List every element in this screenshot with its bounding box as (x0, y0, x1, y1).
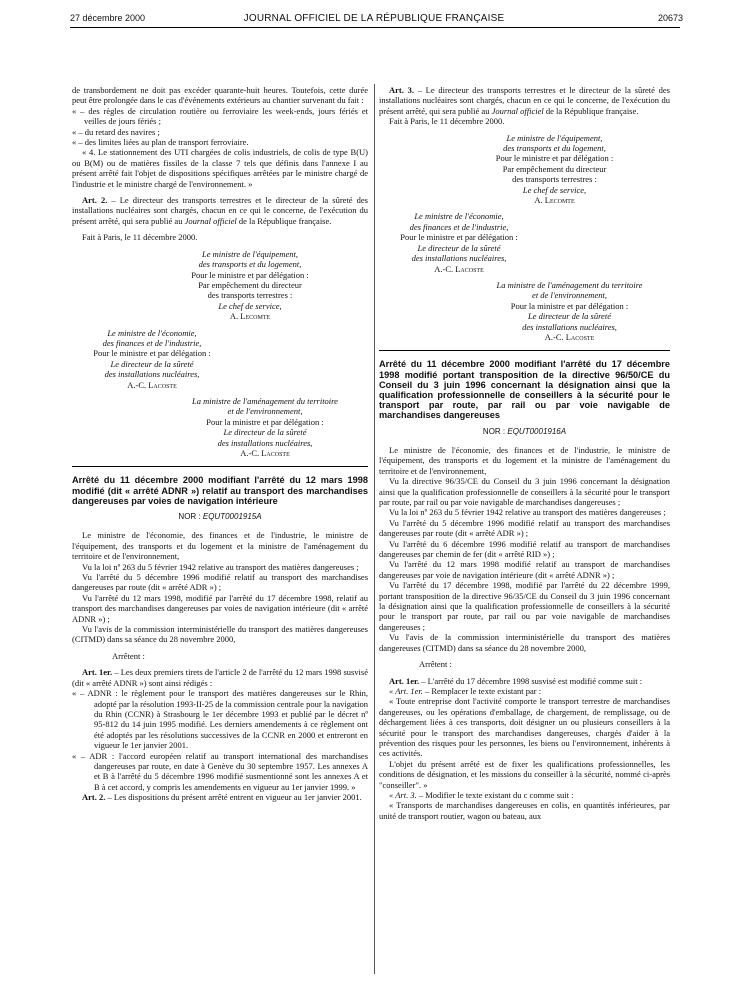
signature-block: La ministre de l'aménagement du territoire et de l'environnement, Pour la ministre et par délégation : Le directeur de la sûreté des installations nucléaires, A.-C. Lacoste (496, 279, 643, 342)
signature-block: Le ministre de l'économie, des finances et de l'industrie, Pour le ministre et par délégation : Le directeur de la sûreté des installations nucléaires, A.-C. Lacoste (93, 327, 211, 390)
article-paragraph: Art. 1er. – L'arrêté du 17 décembre 1998 susvisé est modifié comme suit : (389, 675, 643, 686)
article-paragraph: Art. 1er. – Les deux premiers tirets de l'article 2 de l'arrêté du 12 mars 1998 susvisé (dit « arrêté ADNR ») sont ainsi rédigés : (72, 667, 369, 688)
list-item: « – ADNR : le règlement pour le transport des matières dangereuses sur le Rhin, adopté par la résolution 1993-II-25 de la commission centrale pour la navigation du Rhin (CCNR) à Strasbourg le 1er décembre 1993 et publié par le décret nº 95-812 du 14 juin 1995 modifié. Les derniers amendements à ce règlement ont été adoptés par les résolutions successives de la CCNR en 2000 et entreront en vigueur le 1er janvier 2001. (72, 688, 368, 751)
right-column (379, 85, 670, 821)
arrete-title: Arrêté du 11 décembre 2000 modifiant l'arrêté du 17 décembre 1998 modifié portant transposition de la directive 96/50/CE du Conseil du 3 juin 1996 concernant la désignation ainsi que la qualification professionnelle de conseillers à la sécurité pour le transport par route, par rail ou par voie navigable de marchandises dangereuses (379, 359, 670, 421)
list-item: « – ADR : l'accord européen relatif au transport international des marchandises dangereuses par route, en date à Genève du 30 septembre 1957. Les annexes A et B à l'arrêté du 5 décembre 1996 modifié susmentionné sont les annexes A et B à cet accord, y compris les amendements en vigueur au 1er janvier 1999. » (72, 750, 368, 792)
column-divider (374, 84, 375, 974)
article-paragraph: Art. 3. – Le directeur des transports terrestres et le directeur de la sûreté des installations nucléaires sont chargés, chacun en ce qui le concerne, de l'exécution du présent arrêté, qui sera publié au Journal officiel de la République française. (379, 85, 670, 116)
paragraph: Le ministre de l'économie, des finances et de l'industrie, le ministre de l'équipement, des transports et du logement et la ministre de l'aménagement du territoire et de l'environnement, (72, 530, 368, 562)
paragraph: L'objet du présent arrêté est de fixer les qualifications professionnelles, les conditions de désignation, et les missions du conseiller à la sécurité, nommé ci-après "conseiller". » (379, 758, 670, 790)
paragraph: Le ministre de l'économie, des finances et de l'industrie, le ministre de l'équipement, des transports et du logement et la ministre de l'aménagement du territoire et de l'environnement, (379, 444, 670, 476)
list-item: « – des limites liées au plan de transport ferroviaire. (72, 137, 249, 148)
signature-date: Fait à Paris, le 11 décembre 2000. (82, 232, 198, 243)
paragraph: Vu l'avis de la commission interministérielle du transport des matières dangereuses (CITMD) dans sa séance du 28 novembre 2000, (72, 624, 368, 645)
header-page-number: 20673 (657, 13, 683, 23)
header-date: 27 décembre 2000 (70, 13, 146, 23)
arretent-heading: Arrêtent : (112, 650, 145, 661)
header-title: JOURNAL OFFICIEL DE LA RÉPUBLIQUE FRANÇAISE (243, 13, 505, 24)
left-column (72, 85, 368, 803)
paragraph: de transbordement ne doit pas excéder quarante-huit heures. Toutefois, cette durée peut être prolongée dans le cas d'événements extérieurs au chantier survenant du fait : (72, 85, 368, 106)
paragraph: Vu l'arrêté du 6 décembre 1996 modifié relatif au transport de marchandises dangereuses par chemin de fer (dit « arrêté RID ») ; (379, 538, 670, 560)
arretent-heading: Arrêtent : (419, 659, 452, 670)
nor-reference: NOR : EQUT0001915A (178, 512, 262, 522)
paragraph: Vu l'avis de la commission interministérielle du transport des matières dangereuses (CITMD) dans sa séance du 28 novembre 2000, (379, 632, 670, 653)
paragraph: Vu la loi nº 263 du 5 février 1942 relative au transport des matières dangereuses ; (389, 507, 666, 518)
paragraph: « 4. Le stationnement des UTI chargées de colis industriels, de colis de type B(U) ou B(M) ou de matières fissiles de la classe 7 tels que définis dans l'annexe I au présent arrêté fait l'objet de dispositions spécifiques arrêtées par le ministre chargé de l'industrie et le ministre chargé de l'environnement. » (72, 147, 368, 189)
paragraph: Vu la loi nº 263 du 5 février 1942 relative au transport des matières dangereuses ; (82, 561, 359, 572)
section-separator (72, 466, 368, 467)
arrete-title: Arrêté du 11 décembre 2000 modifiant l'arrêté du 12 mars 1998 modifié (dit « arrêté ADNR ») relatif au transport des marchandises dangereuses par voies de navigation intérieure (72, 475, 368, 506)
article-paragraph: « Art. 3. – Modifier le texte existant du c comme suit : (389, 789, 574, 800)
article-label: Art. 2. (82, 195, 108, 206)
paragraph: « Transports de marchandises dangereuses en colis, en quantités inférieures, par unité de transport routier, wagon ou bateau, aux (379, 800, 670, 821)
paragraph: « Toute entreprise dont l'activité comporte le transport terrestre de marchandises dangereuses, ou les opérations d'emballage, de chargement, de remplissage, ou de déchargement liées à ces transports, doit désigner un ou plusieurs conseillers à la sécurité pour le transport des marchandises dangereuses, chargés d'aider à la prévention des risques pour les personnes, les biens ou l'environnement, inhérents à ces activités. (379, 696, 670, 759)
signature-block: Le ministre de l'économie, des finances et de l'industrie, Pour le ministre et par délégation : Le directeur de la sûreté des installations nucléaires, A.-C. Lacoste (400, 211, 518, 274)
article-paragraph: Art. 2. – Le directeur des transports terrestres et le directeur de la sûreté des installations nucléaires sont chargés, chacun en ce qui le concerne, de l'exécution du présent arrêté, qui sera publié au Journal officiel de la République française. (72, 195, 368, 226)
paragraph: Vu l'arrêté du 5 décembre 1996 modifié relatif au transport des marchandises dangereuses par route (dit « arrêté ADR ») ; (72, 572, 368, 593)
signature-date: Fait à Paris, le 11 décembre 2000. (389, 116, 505, 127)
paragraph: Vu l'arrêté du 12 mars 1998, modifié par l'arrêté du 17 décembre 1998, relatif au transport des marchandises dangereuses par voies de navigation intérieure (dit « arrêté ADNR ») ; (72, 592, 368, 624)
list-item: « – du retard des navires ; (72, 126, 160, 137)
section-separator (379, 350, 670, 351)
signature-block: Le ministre de l'équipement, des transports et du logement, Pour le ministre et par délégation : Par empêchement du directeur des transports terrestres : Le chef de service, A. Lecomte (495, 132, 614, 206)
signature-block: La ministre de l'aménagement du territoire et de l'environnement, Pour la ministre et par délégation : Le directeur de la sûreté des installations nucléaires, A.-C. Lacoste (192, 395, 338, 458)
paragraph: Vu la directive 96/35/CE du Conseil du 3 juin 1996 concernant la désignation ainsi que la qualification professionnelle de conseillers à la sécurité pour le transport par route, par rail ou par voie navigable de marchandises dangereuses ; (379, 476, 670, 507)
paragraph: Vu l'arrêté du 5 décembre 1996 modifié relatif au transport des marchandises dangereuses par route (dit « arrêté ADR ») ; (379, 517, 670, 539)
article-paragraph: « Art. 1er. – Remplacer le texte existant par : (389, 685, 542, 696)
paragraph: Vu l'arrêté du 17 décembre 1998, modifié par l'arrêté du 22 décembre 1999, portant transposition de la directive 96/35/CE du Conseil du 3 juin 1996 concernant la désignation ainsi que la qualification professionnelle de conseillers à la sécurité pour le transport par route, par rail ou par voie navigable de marchandises dangereuses ; (379, 580, 670, 632)
signature-block: Le ministre de l'équipement, des transports et du logement, Pour le ministre et par délégation : Par empêchement du directeur des transports terrestres : Le chef de service, A. Lecomte (191, 248, 309, 322)
list-item: « – des règles de circulation routière ou ferroviaire les week-ends, jours fériés et veilles de jours fériés ; (72, 105, 368, 127)
paragraph: Vu l'arrêté du 12 mars 1998 modifié relatif au transport de marchandises dangereuses par voie de navigation intérieure (dit « arrêté ADNR ») ; (379, 559, 670, 580)
header-rule (70, 27, 680, 28)
article-paragraph: Art. 2. – Les dispositions du présent arrêté entrent en vigueur au 1er janvier 2001. (82, 792, 362, 803)
nor-reference: NOR : EQUT0001916A (482, 426, 567, 436)
